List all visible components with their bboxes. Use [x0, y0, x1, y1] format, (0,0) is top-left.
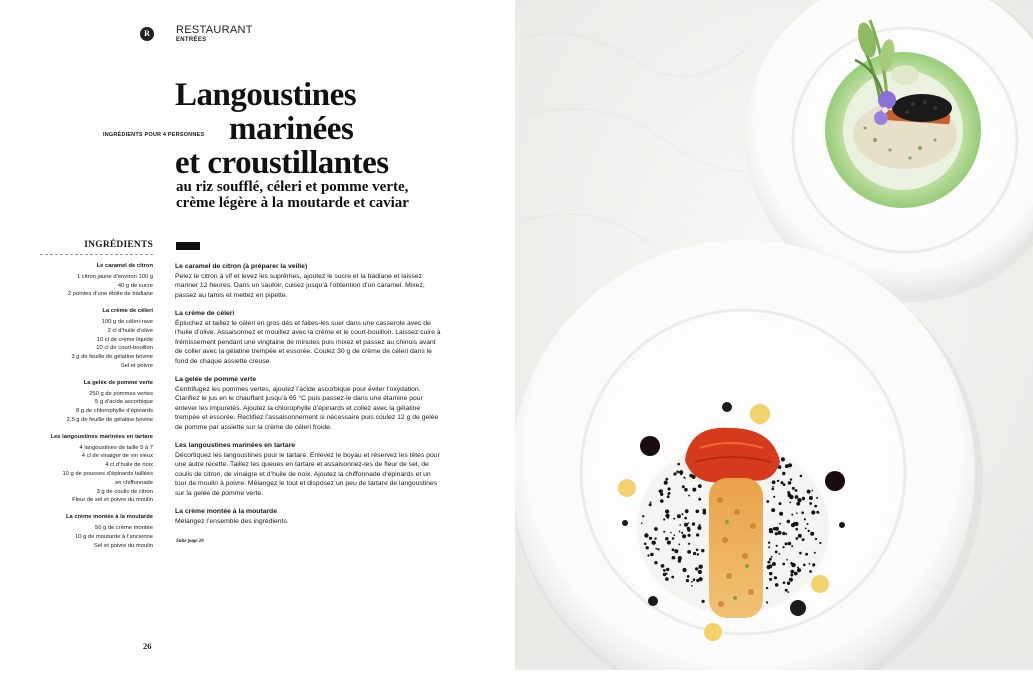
ingredient-item: 100 g de céleri-rave	[101, 318, 153, 325]
step-title: Le caramel de citron (à préparer la veille)	[175, 263, 308, 270]
ingredient-item: 2,5 g de feuille de gélatine bovine	[66, 416, 153, 423]
ingredient-group-title: La gelée de pomme verte	[83, 379, 153, 386]
step-title: La crème montée à la moutarde	[175, 508, 277, 515]
title-line-3: et croustillantes	[175, 145, 389, 181]
subtitle-line-1: au riz soufflé, céleri et pomme verte,	[176, 179, 409, 195]
ingredient-group	[40, 433, 153, 505]
steps-marker-bar	[176, 242, 200, 250]
preparation-steps	[175, 262, 441, 535]
step-text: Centrifugez les pommes vertes, ajoutez l’acide ascorbique pour éviter l’oxydation. Clarifiez le jus en le chauffant jusqu’à 65 °C puis passez-le dans une étamine pour enlever les impuretés. Ajoutez la chlorophylle d’épinards et collez avec la gélatine trempée et essorée. Rectifiez l’assaisonnement si nécessaire puis coulez 12 g de gelée de pomme par assiette sur la crème de céleri froide.	[175, 385, 439, 431]
ingredient-item: 40 g de sucre	[117, 282, 153, 289]
ingredient-item: 10 g de pousses d’épinards taillées	[62, 470, 153, 477]
ingredient-item: 250 g de pommes vertes	[89, 390, 153, 397]
caviar-quenelle	[892, 94, 952, 122]
ingredient-item: en chiffonnade	[115, 479, 153, 486]
preparation-step	[175, 375, 441, 432]
ingredient-item: 3 g de coulis de citron	[96, 488, 153, 495]
ingredient-item: 10 g de moutarde à l’ancienne	[75, 533, 153, 540]
ingredient-item: 50 g de crème montée	[94, 524, 153, 531]
ingredient-item: 3 g de feuille de gélatine bovine	[71, 354, 153, 361]
magazine-logo-badge: R	[140, 27, 154, 41]
recipe-subtitle	[176, 179, 409, 211]
step-text: Pelez le citron à vif et levez les suprêmes, ajoutez le sucre et la badiane et laissez mariner 12 heures. Dans un sautoir, cuisez jusqu’à l’obtention d’un caramel. Mixez, passez au tamis et mettez en pipette.	[175, 272, 425, 299]
ingredient-group-title: La crème de céleri	[102, 308, 153, 315]
ingredients-divider	[40, 254, 153, 255]
ingredient-item: 8 g de chlorophylle d’épinards	[75, 408, 153, 415]
ingredient-item: 2 pointes d’une étoile de badiane	[67, 291, 153, 298]
ingredient-item: 5 g d’acide ascorbique	[94, 399, 153, 406]
step-text: Décortiquez les langoustines pour le tartare. Enlevez le boyau et réservez les têtes pour une autre recette. Taillez les queues en tartare et assaisonnez-les de fleur de sel, de coulis de citron, de vinaigre et d’huile de noix. Ajoutez la chiffonnade d’épinards et un tour de moulin à poivre. Mélangez le tout et disposez un peu de tartare de langoustines sur la gelée de pomme verte.	[175, 451, 440, 497]
preparation-step	[175, 507, 441, 526]
ingredient-item: 4 langoustines de taille 5 à 7	[79, 444, 153, 451]
step-text: Mélangez l’ensemble des ingrédients.	[175, 517, 289, 525]
ingredient-item: Sel et poivre du moulin	[94, 542, 153, 549]
continued-note: Suite page 28	[176, 539, 204, 544]
recipe-page	[0, 0, 515, 670]
step-title: La gelée de pomme verte	[175, 376, 257, 383]
step-text: Épluchez et taillez le céleri en gros dés et faites-les suer dans une casserole avec de l’huile d’olive. Assaisonnez et mouillez avec la crème et le court-bouillon. Laissez cuire à frémissement pendant une vingtaine de minutes puis mixez et passez au chinois avant de coller avec la gélatine trempée et essorée. Coulez 30 g de crème de céleri dans le fond de chaque assiette creuse.	[175, 319, 441, 365]
dish-photo	[515, 0, 1033, 670]
ingredient-item: 4 cl de vinaigre de vin vieux	[81, 453, 153, 460]
ingredient-group	[40, 513, 153, 550]
title-line-1: Langoustines	[175, 77, 357, 113]
ingredients-heading: INGRÉDIENTS	[84, 240, 153, 250]
ingredient-group-title: Les langoustines marinées en tartare	[50, 433, 153, 440]
ingredient-group-title: Le caramel de citron	[96, 263, 153, 269]
preparation-step	[175, 441, 441, 498]
ingredient-group-title: La crème montée à la moutarde	[66, 514, 153, 521]
recipe-title	[175, 78, 389, 180]
preparation-step	[175, 262, 441, 300]
preparation-step	[175, 309, 441, 366]
ingredient-item: 10 cl de court-bouillon	[96, 345, 153, 352]
step-title: Les langoustines marinées en tartare	[175, 442, 296, 449]
ingredient-item: Fleur de sel et poivre du moulin	[72, 497, 153, 504]
ingredient-item: 10 cl de crème liquide	[96, 336, 153, 343]
subsection-label: ENTRÉES	[176, 37, 207, 43]
page-number: 26	[143, 641, 152, 651]
ingredient-item: 1 citron jaune d’environ 100 g	[76, 273, 153, 280]
title-line-2: marinées	[229, 111, 354, 147]
subtitle-line-2: crème légère à la moutarde et caviar	[176, 195, 409, 211]
servings-label: INGRÉDIENTS POUR 4 PERSONNES	[103, 132, 205, 138]
ingredient-group	[40, 379, 153, 425]
step-title: La crème de céleri	[175, 310, 235, 317]
ingredient-item: Sel et poivre	[120, 362, 153, 369]
ingredient-group	[40, 307, 153, 371]
ingredient-item: 4 cl d’huile de noix	[105, 462, 153, 469]
ingredients-list	[40, 262, 153, 558]
dish-photo-illustration	[515, 0, 1033, 670]
ingredient-group	[40, 262, 153, 299]
ingredient-item: 2 cl d’huile d’olive	[107, 327, 153, 334]
section-label: RESTAURANT	[176, 24, 253, 36]
